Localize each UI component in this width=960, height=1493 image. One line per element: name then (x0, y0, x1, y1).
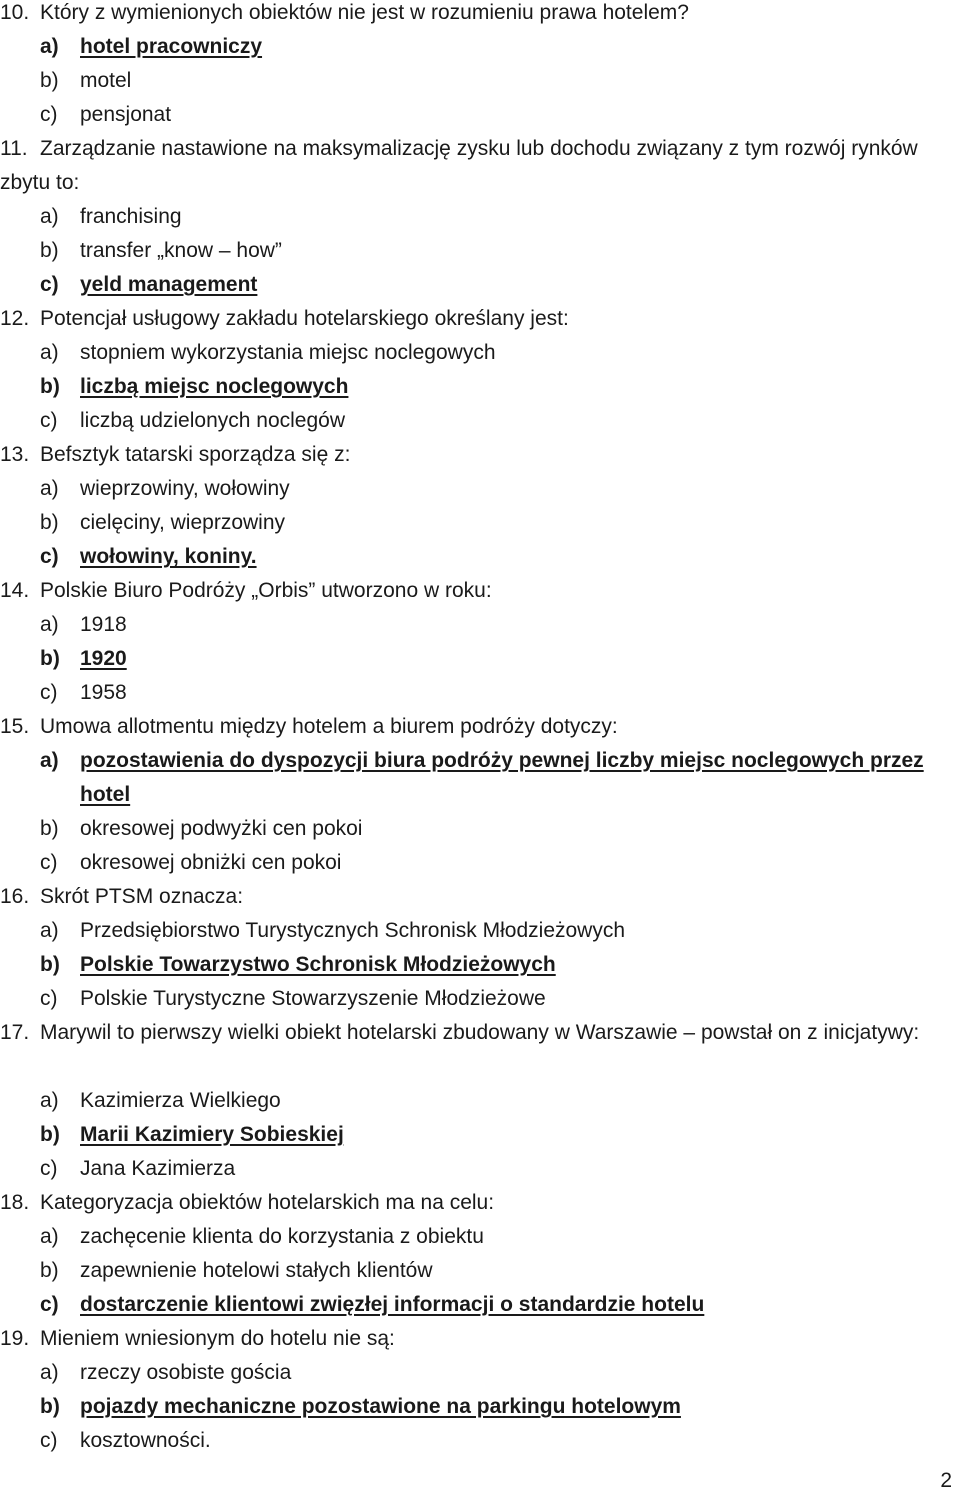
question-number: 10. (0, 1, 30, 24)
option-letter: a) (40, 477, 59, 500)
option-letter: b) (40, 69, 59, 92)
option-text: zachęcenie klienta do korzystania z obiektu (80, 1225, 484, 1248)
option-text: 1918 (80, 613, 127, 636)
option-text: Polskie Towarzystwo Schronisk Młodzieżowych (80, 953, 556, 976)
question-number: 14. (0, 579, 30, 602)
question-number: 12. (0, 307, 30, 330)
answer-option (40, 268, 940, 302)
answer-option (40, 30, 940, 64)
option-text: okresowej obniżki cen pokoi (80, 851, 342, 874)
answer-option (40, 914, 940, 948)
option-letter: b) (40, 511, 59, 534)
question-12 (0, 302, 950, 336)
answer-option (40, 1152, 940, 1186)
option-letter: c) (40, 681, 58, 704)
answer-option (40, 336, 940, 370)
option-text: 1920 (80, 647, 127, 670)
question-number: 19. (0, 1327, 30, 1350)
answer-option (40, 472, 940, 506)
question-text: Który z wymienionych obiektów nie jest w rozumieniu prawa hotelem? (40, 1, 689, 24)
question-text: Marywil to pierwszy wielki obiekt hotelarski zbudowany w Warszawie – powstał on z inicjatywy: (40, 1021, 920, 1044)
answer-option (40, 1084, 940, 1118)
page-number: 2 (940, 1469, 952, 1492)
question-number: 11. (0, 137, 28, 160)
question-17 (0, 1016, 950, 1050)
option-letter: a) (40, 613, 59, 636)
option-letter: a) (40, 1225, 59, 1248)
question-text: Skrót PTSM oznacza: (40, 885, 244, 908)
answer-option (40, 744, 940, 812)
option-letter: b) (40, 817, 59, 840)
option-text: dostarczenie klientowi zwięzłej informacji o standardzie hotelu (80, 1293, 705, 1316)
option-letter: b) (40, 953, 60, 976)
option-letter: b) (40, 239, 59, 262)
option-text: stopniem wykorzystania miejsc noclegowych (80, 341, 496, 364)
option-letter: a) (40, 749, 59, 772)
answer-option (40, 608, 940, 642)
option-text: pozostawienia do dyspozycji biura podróży pewnej liczby miejsc noclegowych przez hotel (80, 749, 924, 806)
option-letter: c) (40, 273, 59, 296)
question-number: 18. (0, 1191, 30, 1214)
option-text: pensjonat (80, 103, 172, 126)
option-letter: b) (40, 1259, 59, 1282)
question-number: 15. (0, 715, 30, 738)
question-text: Polskie Biuro Podróży „Orbis” utworzono w roku: (40, 579, 492, 602)
option-text: zapewnienie hotelowi stałych klientów (80, 1259, 433, 1282)
option-text: rzeczy osobiste gościa (80, 1361, 292, 1384)
answer-option (40, 642, 940, 676)
answer-option (40, 1390, 940, 1424)
option-text: transfer „know – how” (80, 239, 282, 262)
option-letter: a) (40, 1089, 59, 1112)
option-letter: c) (40, 1429, 58, 1452)
question-number: 16. (0, 885, 30, 908)
option-letter: a) (40, 205, 59, 228)
answer-option (40, 1254, 940, 1288)
question-11 (0, 132, 950, 200)
answer-option (40, 404, 940, 438)
answer-option (40, 200, 940, 234)
option-letter: b) (40, 647, 60, 670)
option-text: kosztowności. (80, 1429, 211, 1452)
option-letter: c) (40, 1157, 58, 1180)
option-letter: a) (40, 1361, 59, 1384)
option-text: Jana Kazimierza (80, 1157, 236, 1180)
question-19 (0, 1322, 950, 1356)
answer-option (40, 676, 940, 710)
option-letter: c) (40, 409, 58, 432)
answer-option (40, 234, 940, 268)
answer-option (40, 1424, 940, 1458)
option-letter: c) (40, 103, 58, 126)
question-15 (0, 710, 950, 744)
option-letter: c) (40, 987, 58, 1010)
answer-option (40, 812, 940, 846)
question-text: Umowa allotmentu między hotelem a biurem podróży dotyczy: (40, 715, 618, 738)
option-text: cielęciny, wieprzowiny (80, 511, 286, 534)
question-number: 17. (0, 1021, 30, 1044)
question-16 (0, 880, 950, 914)
question-text: Potencjał usługowy zakładu hotelarskiego określany jest: (40, 307, 569, 330)
option-letter: a) (40, 919, 59, 942)
option-text: wieprzowiny, wołowiny (80, 477, 290, 500)
option-text: pojazdy mechaniczne pozostawione na parkingu hotelowym (80, 1395, 681, 1418)
option-text: okresowej podwyżki cen pokoi (80, 817, 363, 840)
question-18 (0, 1186, 950, 1220)
question-text: Mieniem wniesionym do hotelu nie są: (40, 1327, 395, 1350)
question-text: Kategoryzacja obiektów hotelarskich ma na celu: (40, 1191, 495, 1214)
question-14 (0, 574, 950, 608)
question-text: Befsztyk tatarski sporządza się z: (40, 443, 351, 466)
question-13 (0, 438, 950, 472)
option-text: yeld management (80, 273, 258, 296)
question-text: Zarządzanie nastawione na maksymalizację zysku lub dochodu związany z tym rozwój rynków zbytu to: (0, 137, 918, 194)
option-text: Polskie Turystyczne Stowarzyszenie Młodzieżowe (80, 987, 546, 1010)
answer-option (40, 948, 940, 982)
answer-option (40, 1118, 940, 1152)
option-text: Marii Kazimiery Sobieskiej (80, 1123, 344, 1146)
option-text: hotel pracowniczy (80, 35, 263, 58)
option-letter: b) (40, 375, 60, 398)
option-letter: b) (40, 1395, 60, 1418)
option-letter: b) (40, 1123, 60, 1146)
option-text: motel (80, 69, 132, 92)
answer-option (40, 982, 940, 1016)
option-letter: c) (40, 545, 59, 568)
answer-option (40, 506, 940, 540)
answer-option (40, 98, 940, 132)
option-text: wołowiny, koniny. (80, 545, 257, 568)
option-text: franchising (80, 205, 182, 228)
option-text: Przedsiębiorstwo Turystycznych Schronisk Młodzieżowych (80, 919, 626, 942)
option-text: liczbą udzielonych noclegów (80, 409, 345, 432)
answer-option (40, 1288, 940, 1322)
answer-option (40, 64, 940, 98)
answer-option (40, 370, 940, 404)
option-text: liczbą miejsc noclegowych (80, 375, 349, 398)
option-text: 1958 (80, 681, 127, 704)
answer-option (40, 540, 940, 574)
option-letter: a) (40, 341, 59, 364)
answer-option (40, 846, 940, 880)
answer-option (40, 1356, 940, 1390)
question-10 (0, 0, 950, 30)
option-text: Kazimierza Wielkiego (80, 1089, 281, 1112)
option-letter: c) (40, 1293, 59, 1316)
answer-option (40, 1220, 940, 1254)
option-letter: a) (40, 35, 59, 58)
question-number: 13. (0, 443, 30, 466)
option-letter: c) (40, 851, 58, 874)
